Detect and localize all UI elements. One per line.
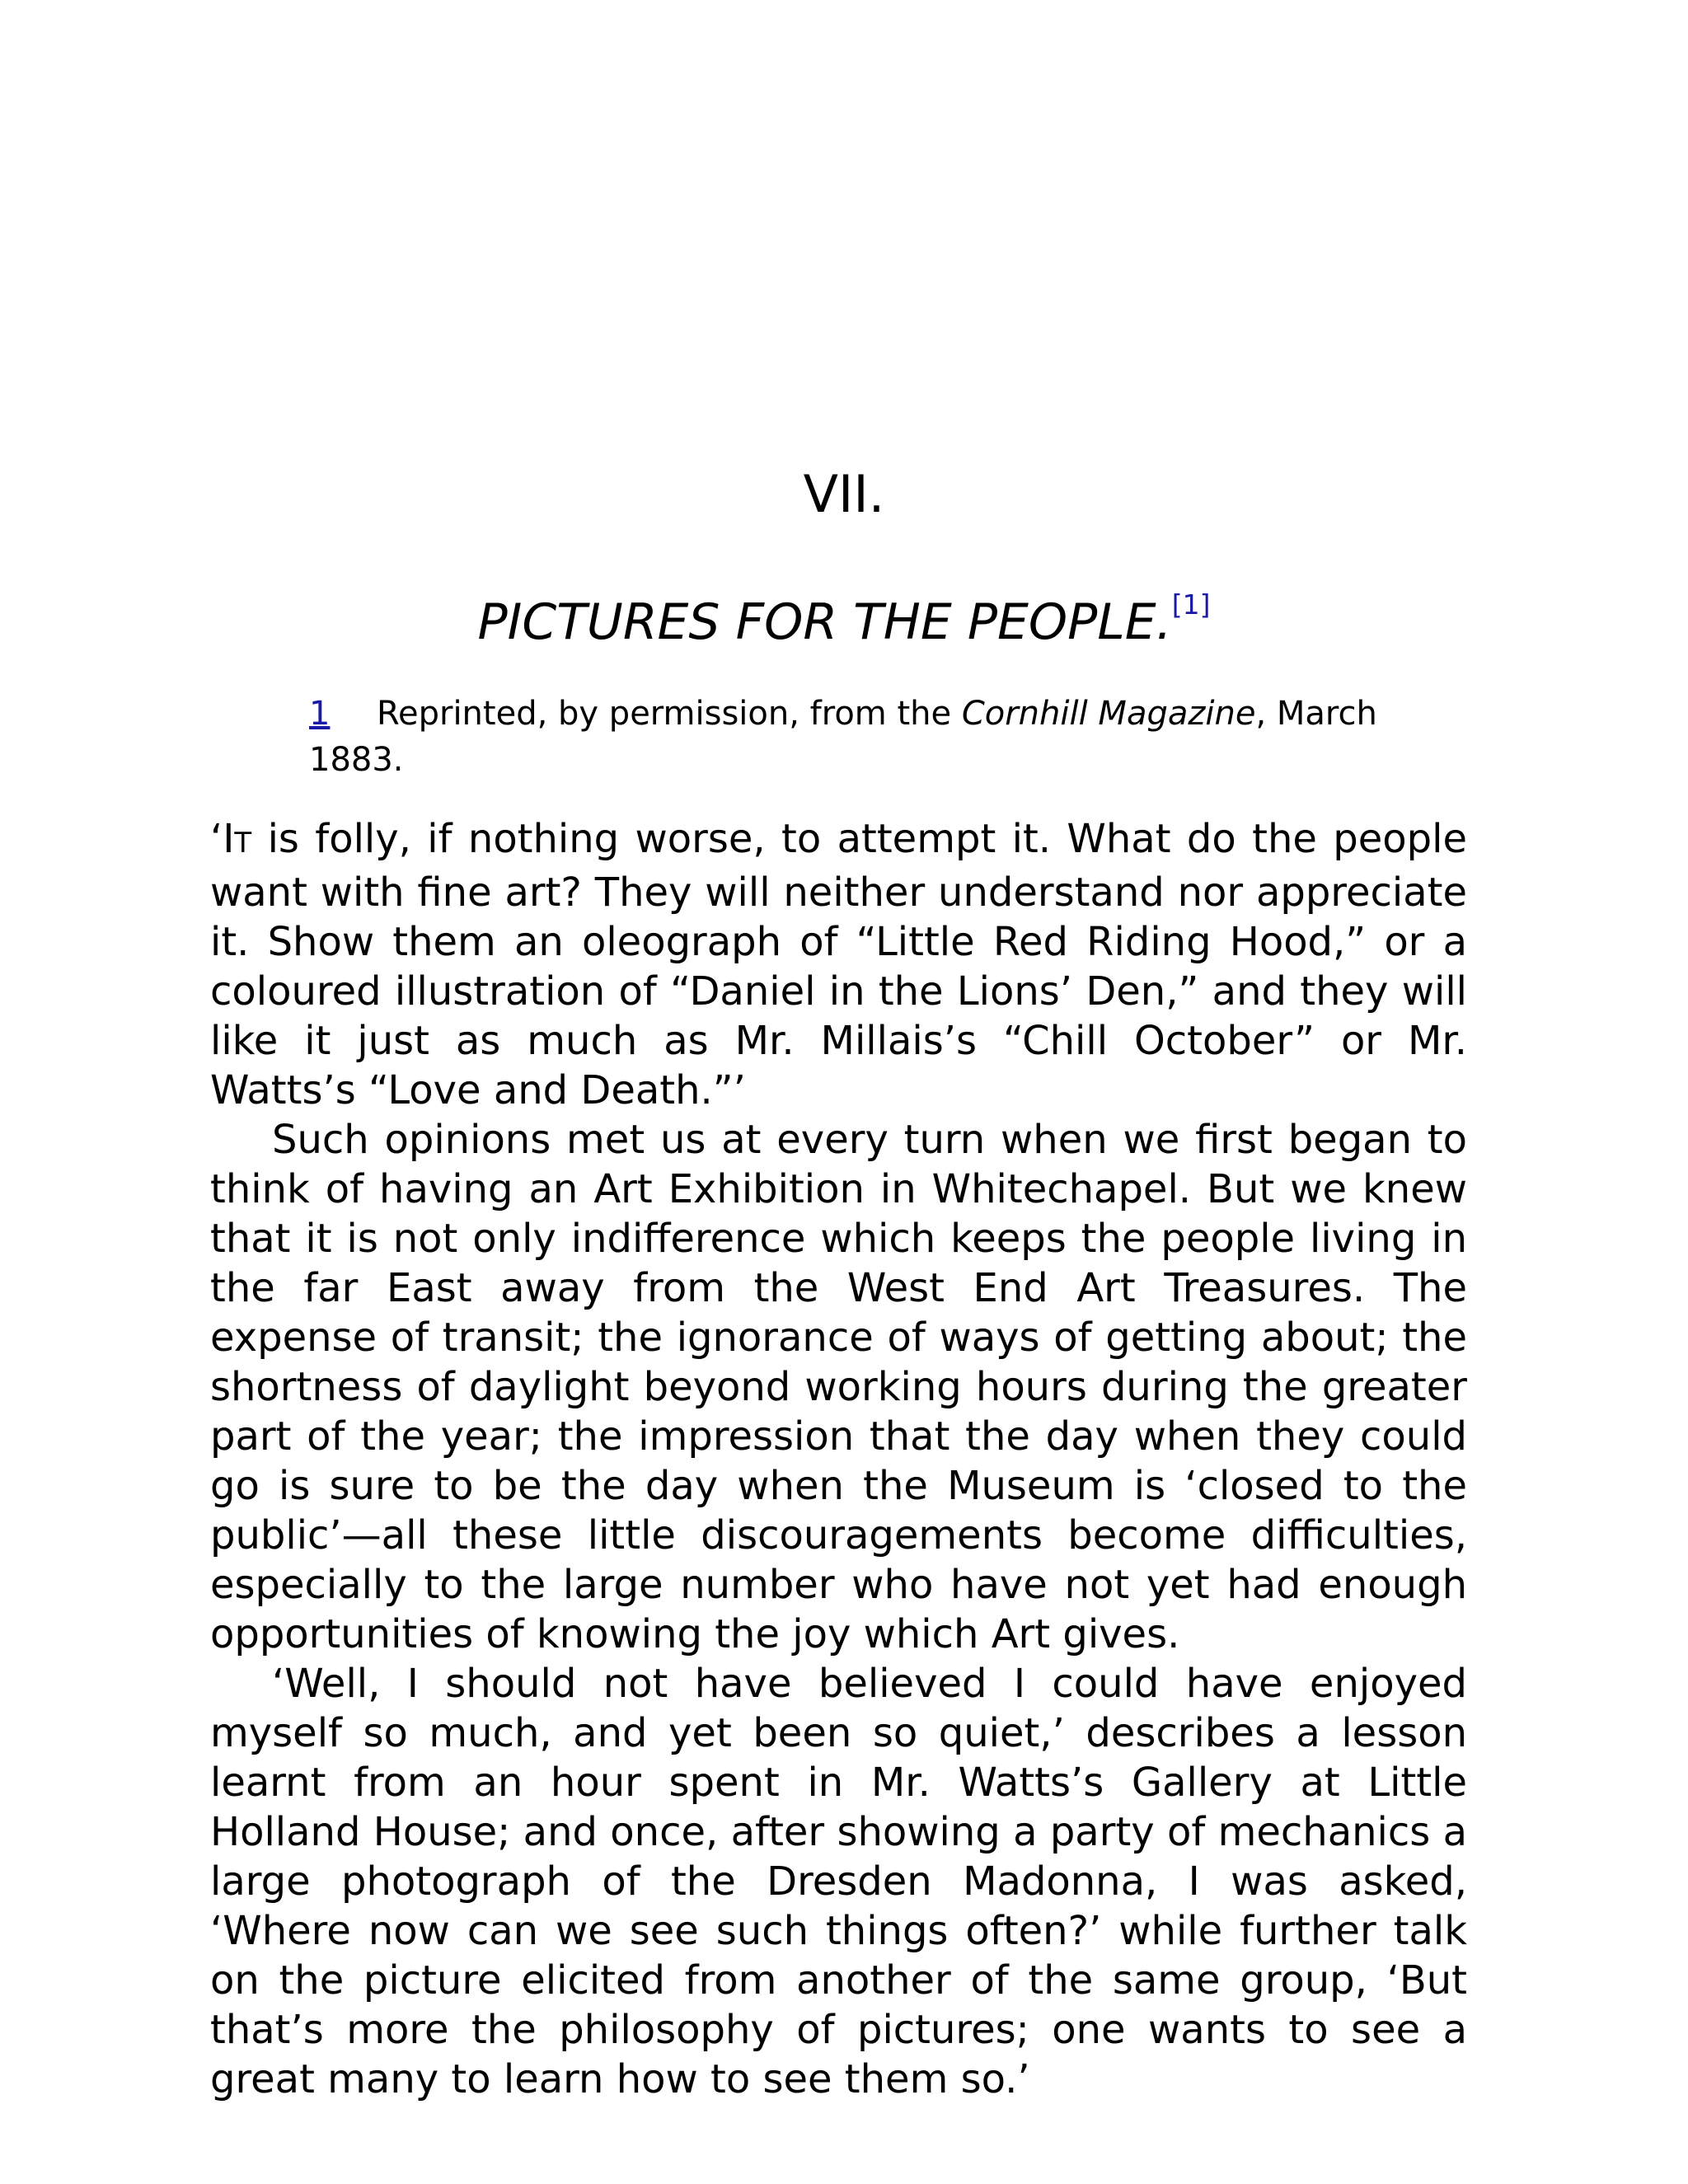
dropcap-letter: I xyxy=(223,816,235,862)
footnote-source-title: Cornhill Magazine xyxy=(961,695,1256,733)
body-text xyxy=(210,814,1467,2104)
chapter-title-text: PICTURES FOR THE PEOPLE. xyxy=(477,593,1172,651)
footnote-number-link[interactable]: 1 xyxy=(309,695,331,733)
footnote xyxy=(309,691,1463,783)
paragraph-2: Such opinions met us at every turn when we first began to think of having an Art Exhibition in Whitechapel. But we knew that it is not only indifference which keeps the people living in the far East away from the West End Art Treasures. The expense of transit; the ignorance of ways of getting about; the shortness of daylight beyond working hours during the greater part of the year; the impression that the day when they could go is sure to be the day when the Museum is ‘closed to the public’—all these little discouragements become difficulties, especially to the large number who have not yet had enough opportunities of knowing the joy which Art gives. xyxy=(210,1117,1467,1657)
paragraph-1-text: is folly, if nothing worse, to attempt it. What do the people want with fine art? They will neither understand nor appreciate it. Show them an oleograph of “Little Red Riding Hood,” or a coloured illustration of “Daniel in the Lions’ Den,” and they will like it just as much as Mr. Millais’s “Chill October” or Mr. Watts’s “Love and Death.”’ xyxy=(210,816,1467,1113)
smallcaps-letter: T xyxy=(234,827,252,860)
paragraph-1 xyxy=(210,814,1467,1115)
chapter-number: VII. xyxy=(803,464,885,524)
footnote-text-after: , March 1883. xyxy=(309,695,1377,779)
footnote-reference-link[interactable]: [1] xyxy=(1171,588,1211,621)
opening-quote: ‘ xyxy=(210,816,223,862)
paragraph-3: ‘Well, I should not have believed I could have enjoyed myself so much, and yet been so quiet,’ describes a lesson learnt from an hour spent in Mr. Watts’s Gallery at Little Holland House; and once, after showing a party of mechanics a large photograph of the Dresden Madonna, I was asked, ‘Where now can we see such things often?’ while further talk on the picture elicited from another of the same group, ‘But that’s more the philosophy of pictures; one wants to see a great many to learn how to see them so.’ xyxy=(210,1661,1467,2102)
footnote-text-before: Reprinted, by permission, from the xyxy=(377,695,962,733)
chapter-title xyxy=(0,589,1688,655)
